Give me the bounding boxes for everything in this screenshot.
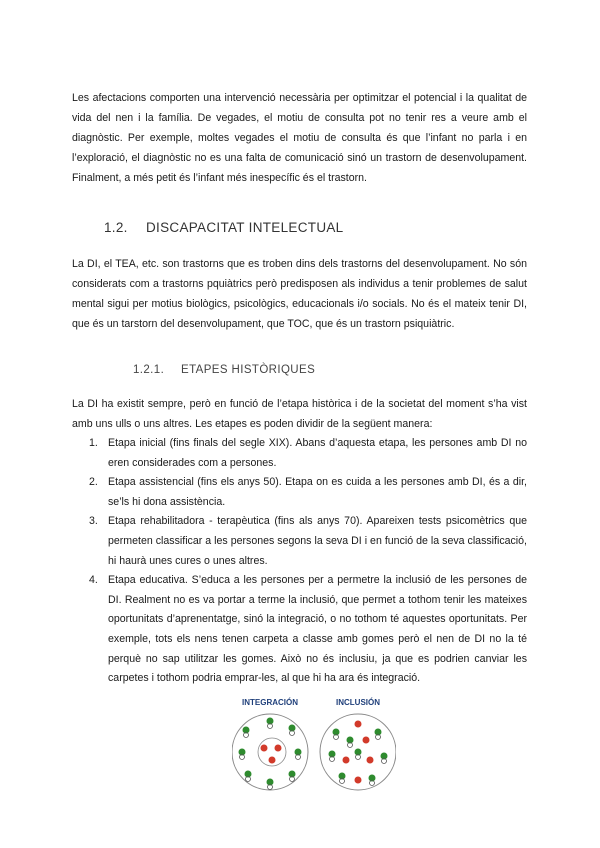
stage-text: Etapa rehabilitadora - terapèutica (fins als anys 70). Apareixen tests psicomètrics que permeten classificar a les persones segons la seva DI i en funció de la seva classificació, hi haurà unes cures o unes altres. — [108, 515, 527, 567]
section-paragraph: La DI, el TEA, etc. son trastorns que es troben dins dels trastorns del desenvolupament. No són considerats com a trastorns pquiàtrics però predisposen als individus a tenir problemes de salut mental sigui per motius biològics, psicològics, educacionals i/o socials. No és el mateix tenir DI, que és un tarstorn del desenvolupament, que TOC, que és un trastorn psiquiàtric. — [72, 258, 527, 330]
section-number: 1.2. — [104, 220, 128, 235]
stage-item — [72, 473, 527, 512]
stage-marker: 3. — [89, 515, 98, 528]
integration-inclusion-illustration — [232, 694, 396, 800]
stage-item — [72, 434, 527, 473]
section-title: DISCAPACITAT INTELECTUAL — [146, 220, 344, 235]
stage-text: Etapa inicial (fins finals del segle XIX). Abans d’aquesta etapa, les persones amb DI no eren considerades com a persones. — [108, 437, 527, 469]
stage-marker: 1. — [89, 437, 98, 449]
intro-paragraph: Les afectacions comporten una intervenció necessària per optimitzar el potencial i la qualitat de vida del nen i la família. De vegades, el motiu de consulta pot no tenir res a veure amb el diagnòstic. Per exemple, moltes vegades el motiu de consulta és que l’infant no parla i en l’exploració, el diagnòstic no es una falta de comunicació sinó un trastorn de desenvolupament. Finalment, a més petit és l’infant més inespecífic és el trastorn. — [72, 92, 527, 184]
stage-text: Etapa assistencial (fins els anys 50). Etapa on es cuida a les persones amb DI, és a dir, se’ls hi dona assistència. — [108, 476, 527, 508]
inclusion-label: INCLUSIÓN — [336, 698, 380, 707]
stage-marker: 2. — [89, 476, 98, 489]
section-heading — [104, 220, 344, 235]
stage-item — [72, 571, 527, 689]
stage-text: Etapa educativa. S’educa a les persones per a permetre la inclusió de les persones de DI. Realment no es va portar a terme la inclusió, que permet a tothom tenir les mateixes oportunitats d’aprenentatge, sinó la integració, o no tothom té aquestes oportunitats. Per exemple, tots els nens tenen carpeta a classe amb gomes però el nen de DI no la té perquè no sap utilitzar les gomes. Això no és inclusiu, ja que es podrien canviar les carpetes i tothom podria emprar-les, al que hi ha ara és integració. — [108, 574, 527, 685]
integration-label: INTEGRACIÓN — [242, 698, 298, 707]
subsection-number: 1.2.1. — [133, 364, 165, 376]
subsection-paragraph: La DI ha existit sempre, però en funció de l’etapa històrica i de la societat del moment s’ha vist amb uns ulls o uns altres. Les etapes es poden dividir de la següent manera: — [72, 398, 527, 430]
integration-inclusion-figure — [232, 694, 396, 800]
stage-marker: 4. — [89, 574, 98, 587]
subsection-heading — [133, 364, 315, 376]
stage-item — [72, 512, 527, 571]
stages-list — [72, 434, 527, 689]
subsection-title: ETAPES HISTÒRIQUES — [181, 364, 316, 376]
